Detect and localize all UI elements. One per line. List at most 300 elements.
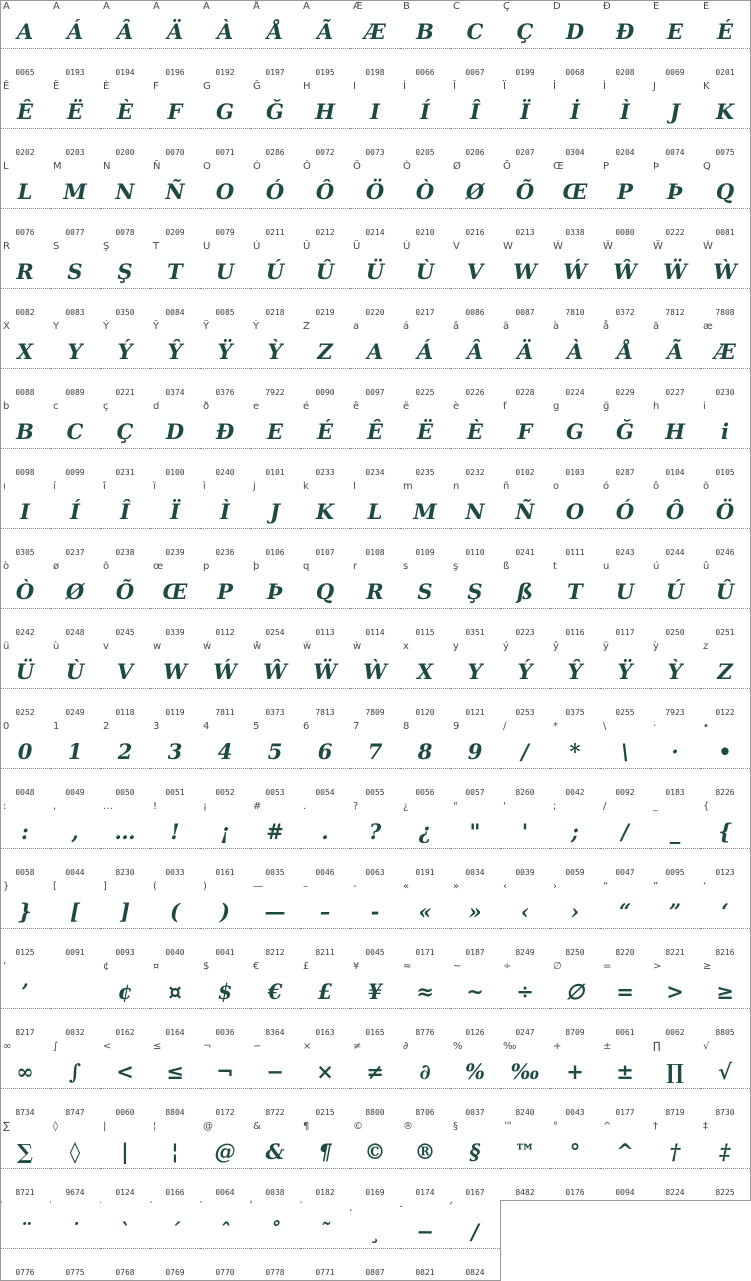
- glyph-sample: 3: [167, 739, 183, 764]
- glyph-cell: [250, 480, 301, 561]
- glyph-sample: ‘: [721, 899, 729, 924]
- glyph-label: Ý: [103, 321, 110, 332]
- glyph-label: =: [603, 961, 612, 972]
- glyph-code: 0373: [265, 708, 285, 717]
- glyph-label: (: [153, 881, 157, 892]
- baseline-guide: [700, 1008, 750, 1009]
- glyph-label: ∏: [653, 1041, 661, 1052]
- glyph-sample: ©: [364, 1139, 386, 1164]
- glyph-cell: [150, 80, 201, 161]
- baseline-guide: [150, 128, 200, 129]
- glyph-cell: [350, 1120, 401, 1201]
- glyph-cell: [200, 720, 251, 801]
- glyph-code: 0191: [415, 868, 435, 877]
- glyph-label: 4: [203, 721, 210, 732]
- glyph-code: 0215: [315, 1108, 335, 1117]
- baseline-guide: [500, 848, 550, 849]
- glyph-sample: $: [217, 979, 233, 1004]
- glyph-sample: ˜: [319, 1219, 331, 1244]
- glyph-code: 0105: [715, 468, 735, 477]
- baseline-guide: [300, 128, 350, 129]
- glyph-code: 8721: [15, 1188, 35, 1197]
- glyph-sample: 1: [67, 739, 83, 764]
- glyph-sample: ]: [120, 899, 130, 924]
- glyph-code: 0073: [365, 148, 385, 157]
- glyph-code: 0211: [265, 228, 285, 237]
- glyph-code: 0044: [65, 868, 85, 877]
- glyph-sample: Ẁ: [713, 259, 737, 284]
- glyph-code: 0102: [515, 468, 535, 477]
- baseline-guide: [350, 288, 400, 289]
- glyph-cell: [200, 320, 251, 401]
- glyph-label: l: [353, 481, 356, 492]
- glyph-label: Ẃ: [553, 241, 563, 252]
- glyph-code: 0161: [215, 868, 235, 877]
- glyph-cell: [600, 560, 651, 641]
- glyph-code: 0187: [465, 948, 485, 957]
- glyph-sample: È: [466, 419, 483, 444]
- glyph-sample: @: [214, 1139, 236, 1164]
- glyph-sample: L: [367, 499, 383, 524]
- baseline-guide: [0, 448, 50, 449]
- glyph-label: ỳ: [653, 641, 659, 652]
- baseline-guide: [500, 48, 550, 49]
- glyph-sample: ): [220, 899, 230, 924]
- glyph-label: ó: [603, 481, 610, 492]
- baseline-guide: [0, 928, 50, 929]
- glyph-label: É: [703, 1, 710, 12]
- glyph-cell: [500, 320, 551, 401]
- glyph-label: İ: [553, 81, 556, 92]
- glyph-sample: Å: [266, 19, 284, 44]
- glyph-code: 0821: [415, 1268, 435, 1277]
- glyph-sample: /: [521, 739, 529, 764]
- baseline-guide: [650, 288, 700, 289]
- glyph-cell: [700, 880, 751, 961]
- baseline-guide: [50, 928, 100, 929]
- glyph-label: ã: [653, 321, 660, 332]
- glyph-sample: }: [18, 899, 32, 924]
- glyph-sample: Ğ: [616, 419, 634, 444]
- glyph-cell: [400, 1040, 451, 1121]
- glyph-cell: [0, 240, 51, 321]
- baseline-guide: [350, 928, 400, 929]
- glyph-code: 0033: [165, 868, 185, 877]
- glyph-code: 0045: [365, 948, 385, 957]
- glyph-sample: Ỳ: [667, 659, 683, 684]
- glyph-sample: ¤: [168, 979, 182, 1004]
- glyph-sample: Â: [116, 19, 134, 44]
- glyph-sample: Â: [466, 339, 484, 364]
- baseline-guide: [450, 848, 500, 849]
- glyph-code: 0241: [515, 548, 535, 557]
- glyph-cell: [200, 880, 251, 961]
- glyph-cell: [100, 320, 151, 401]
- glyph-cell: [300, 1200, 351, 1281]
- glyph-sample: ‡: [719, 1139, 731, 1164]
- glyph-label: r: [353, 561, 358, 572]
- glyph-cell: [450, 960, 501, 1041]
- glyph-code: 0087: [515, 308, 535, 317]
- glyph-code: 0069: [665, 68, 685, 77]
- glyph-label: s: [403, 561, 409, 572]
- glyph-code: 0052: [215, 788, 235, 797]
- baseline-guide: [0, 1248, 50, 1249]
- baseline-guide: [300, 288, 350, 289]
- glyph-sample: Þ: [267, 579, 283, 604]
- baseline-guide: [200, 928, 250, 929]
- glyph-sample: Û: [715, 579, 735, 604]
- glyph-code: 8220: [615, 948, 635, 957]
- baseline-guide: [250, 288, 300, 289]
- glyph-label: c: [53, 401, 59, 412]
- glyph-label: ı: [3, 481, 6, 492]
- glyph-code: 0227: [665, 388, 685, 397]
- glyph-cell: [250, 80, 301, 161]
- glyph-code: 0225: [415, 388, 435, 397]
- baseline-guide: [600, 128, 650, 129]
- glyph-cell: [0, 160, 51, 241]
- glyph-cell: [450, 720, 501, 801]
- baseline-guide: [300, 1088, 350, 1089]
- glyph-cell: [450, 320, 501, 401]
- glyph-code: 0039: [515, 868, 535, 877]
- baseline-guide: [700, 448, 750, 449]
- glyph-code: 0119: [165, 708, 185, 717]
- glyph-code: 0099: [65, 468, 85, 477]
- glyph-cell: [600, 160, 651, 241]
- glyph-cell: [650, 0, 701, 81]
- baseline-guide: [0, 128, 50, 129]
- glyph-label: Ë: [53, 81, 60, 92]
- glyph-cell: [100, 160, 151, 241]
- glyph-code: 0093: [115, 948, 135, 957]
- glyph-sample: 5: [267, 739, 283, 764]
- glyph-sample: C: [466, 19, 484, 44]
- glyph-label: Ê: [3, 81, 10, 92]
- baseline-guide: [350, 128, 400, 129]
- baseline-guide: [100, 448, 150, 449]
- baseline-guide: [600, 208, 650, 209]
- glyph-code: 0224: [565, 388, 585, 397]
- glyph-sample: †: [669, 1139, 681, 1164]
- glyph-sample: ¥: [367, 979, 383, 1004]
- glyph-code: 0057: [465, 788, 485, 797]
- baseline-guide: [100, 688, 150, 689]
- glyph-cell: [0, 400, 51, 481]
- baseline-guide: [600, 608, 650, 609]
- glyph-cell: [600, 880, 651, 961]
- glyph-code: 0202: [15, 148, 35, 157]
- baseline-guide: [700, 288, 750, 289]
- glyph-sample: N: [115, 179, 135, 204]
- glyph-code: 0245: [115, 628, 135, 637]
- glyph-cell: [700, 560, 751, 641]
- glyph-sample: Œ: [562, 179, 588, 204]
- glyph-code: 0192: [215, 68, 235, 77]
- glyph-code: 0216: [465, 228, 485, 237]
- glyph-sample: I: [370, 99, 380, 124]
- glyph-sample: ∏: [666, 1059, 684, 1084]
- baseline-guide: [350, 1008, 400, 1009]
- glyph-label: Ä: [153, 1, 160, 12]
- glyph-label: Q: [703, 161, 711, 172]
- glyph-cell: [50, 400, 101, 481]
- glyph-label: Ỳ: [253, 321, 260, 332]
- glyph-label: b: [3, 401, 10, 412]
- glyph-sample: {: [718, 819, 732, 844]
- glyph-code: 0198: [365, 68, 385, 77]
- glyph-sample: Ë: [66, 99, 83, 124]
- glyph-sample: ≥: [716, 979, 734, 1004]
- glyph-code: 0079: [215, 228, 235, 237]
- glyph-code: 0203: [65, 148, 85, 157]
- glyph-code: 0112: [215, 628, 235, 637]
- glyph-code: 0038: [265, 1188, 285, 1197]
- glyph-code: 0234: [365, 468, 385, 477]
- glyph-cell: [150, 0, 201, 81]
- glyph-cell: [500, 160, 551, 241]
- glyph-sample: Õ: [115, 579, 135, 604]
- glyph-cell: [500, 800, 551, 881]
- glyph-sample: T: [167, 259, 183, 284]
- glyph-label: ∑: [3, 1121, 10, 1132]
- glyph-sample: <: [116, 1059, 134, 1084]
- glyph-sample: A: [16, 19, 34, 44]
- glyph-cell: [600, 1120, 651, 1201]
- glyph-code: 0220: [365, 308, 385, 317]
- glyph-sample: ∑: [17, 1139, 33, 1164]
- glyph-label: }: [3, 881, 10, 892]
- glyph-code: 0212: [315, 228, 335, 237]
- glyph-code: 0047: [615, 868, 635, 877]
- baseline-guide: [650, 368, 700, 369]
- glyph-label: U: [203, 241, 211, 252]
- baseline-guide: [550, 608, 600, 609]
- glyph-code: 8706: [415, 1108, 435, 1117]
- baseline-guide: [300, 688, 350, 689]
- baseline-guide: [650, 1088, 700, 1089]
- glyph-label: ¬: [203, 1041, 212, 1052]
- glyph-code: 0060: [115, 1108, 135, 1117]
- glyph-label: Œ: [553, 161, 564, 172]
- glyph-code: 0048: [15, 788, 35, 797]
- glyph-sample: Ì: [620, 99, 630, 124]
- glyph-code: 0251: [715, 628, 735, 637]
- baseline-guide: [200, 288, 250, 289]
- baseline-guide: [400, 528, 450, 529]
- glyph-cell: [350, 1040, 401, 1121]
- glyph-sample: ¬: [216, 1059, 234, 1084]
- glyph-cell: [450, 160, 501, 241]
- glyph-sample: #: [266, 819, 284, 844]
- glyph-cell: [450, 80, 501, 161]
- baseline-guide: [550, 768, 600, 769]
- baseline-guide: [0, 768, 50, 769]
- glyph-label: †: [653, 1121, 658, 1132]
- baseline-guide: [150, 368, 200, 369]
- glyph-code: 8719: [665, 1108, 685, 1117]
- glyph-code: 0066: [415, 68, 435, 77]
- glyph-code: 0032: [65, 1028, 85, 1037]
- glyph-cell: [50, 1040, 101, 1121]
- glyph-cell: [650, 1120, 701, 1201]
- baseline-guide: [700, 208, 750, 209]
- glyph-label: °: [553, 1121, 558, 1132]
- baseline-guide: [700, 528, 750, 529]
- glyph-sample: 9: [467, 739, 483, 764]
- glyph-sample: G: [566, 419, 584, 444]
- glyph-code: 0374: [165, 388, 185, 397]
- glyph-sample: Ý: [517, 659, 533, 684]
- glyph-cell: [650, 640, 701, 721]
- baseline-guide: [50, 1088, 100, 1089]
- glyph-cell: [150, 240, 201, 321]
- baseline-guide: [650, 448, 700, 449]
- glyph-sample: |: [121, 1139, 129, 1164]
- glyph-cell: [550, 880, 601, 961]
- glyph-label: ù: [53, 641, 60, 652]
- glyph-label: ë: [403, 401, 410, 412]
- glyph-label: K: [703, 81, 710, 92]
- glyph-sample: Í: [70, 499, 80, 524]
- glyph-label: R: [3, 241, 10, 252]
- glyph-label: ¶: [303, 1121, 310, 1132]
- glyph-cell: [600, 80, 651, 161]
- baseline-guide: [250, 688, 300, 689]
- baseline-guide: [350, 1168, 400, 1169]
- baseline-guide: [600, 1008, 650, 1009]
- glyph-cell: [100, 80, 151, 161]
- glyph-sample: /: [621, 819, 629, 844]
- glyph-cell: [0, 880, 51, 961]
- glyph-sample: Î: [120, 499, 130, 524]
- glyph-cell: [700, 80, 751, 161]
- glyph-sample: U: [615, 579, 635, 604]
- glyph-label: ·: [653, 721, 657, 732]
- glyph-cell: [300, 800, 351, 881]
- glyph-code: 0162: [115, 1028, 135, 1037]
- glyph-label: Ö: [353, 161, 361, 172]
- glyph-code: 0244: [665, 548, 685, 557]
- baseline-guide: [400, 208, 450, 209]
- glyph-cell: [150, 880, 201, 961]
- baseline-guide: [100, 768, 150, 769]
- baseline-guide: [450, 688, 500, 689]
- baseline-guide: [250, 1248, 300, 1249]
- baseline-guide: [0, 1008, 50, 1009]
- glyph-sample: ◊: [69, 1139, 81, 1164]
- baseline-guide: [250, 1168, 300, 1169]
- glyph-cell: [650, 160, 701, 241]
- baseline-guide: [50, 208, 100, 209]
- baseline-guide: [450, 1008, 500, 1009]
- glyph-cell: [200, 640, 251, 721]
- glyph-code: 0120: [415, 708, 435, 717]
- glyph-cell: [300, 400, 351, 481]
- baseline-guide: [50, 368, 100, 369]
- glyph-code: 0236: [215, 548, 235, 557]
- baseline-guide: [550, 1168, 600, 1169]
- baseline-guide: [0, 608, 50, 609]
- glyph-cell: [100, 800, 151, 881]
- baseline-guide: [600, 1088, 650, 1089]
- glyph-code: 0246: [715, 548, 735, 557]
- glyph-sample: ': [521, 819, 529, 844]
- baseline-guide: [250, 528, 300, 529]
- glyph-sample: V: [466, 259, 484, 284]
- glyph-cell: [650, 320, 701, 401]
- glyph-label: ŷ: [553, 641, 559, 652]
- glyph-cell: [350, 400, 401, 481]
- glyph-label: ŵ: [253, 641, 262, 652]
- glyph-cell: [600, 400, 651, 481]
- glyph-label: ì: [203, 481, 206, 492]
- baseline-guide: [400, 768, 450, 769]
- baseline-guide: [600, 48, 650, 49]
- glyph-cell: [450, 480, 501, 561]
- glyph-cell: [700, 960, 751, 1041]
- glyph-cell: [150, 400, 201, 481]
- glyph-cell: [350, 240, 401, 321]
- glyph-label: ¦: [153, 1121, 157, 1132]
- glyph-code: 7811: [215, 708, 235, 717]
- glyph-label: ò: [3, 561, 10, 572]
- glyph-code: 0083: [65, 308, 85, 317]
- glyph-code: 0221: [115, 388, 135, 397]
- baseline-guide: [400, 1168, 450, 1169]
- glyph-sample: ’: [21, 979, 29, 1004]
- baseline-guide: [100, 1008, 150, 1009]
- glyph-code: 0108: [365, 548, 385, 557]
- glyph-cell: [350, 880, 401, 961]
- glyph-code: 7922: [265, 388, 285, 397]
- glyph-sample: Z: [317, 339, 333, 364]
- glyph-code: 0174: [415, 1188, 435, 1197]
- glyph-code: 8225: [715, 1188, 735, 1197]
- glyph-sample: …: [114, 819, 136, 844]
- glyph-label: ÷: [503, 961, 512, 972]
- baseline-guide: [600, 1168, 650, 1169]
- glyph-label: u: [603, 561, 610, 572]
- glyph-label: e: [253, 401, 260, 412]
- glyph-label: E: [653, 1, 660, 12]
- glyph-cell: [50, 1200, 101, 1281]
- glyph-cell: [600, 240, 651, 321]
- baseline-guide: [350, 368, 400, 369]
- glyph-label: *: [553, 721, 558, 732]
- baseline-guide: [700, 768, 750, 769]
- glyph-cell: [650, 960, 701, 1041]
- glyph-cell: [150, 720, 201, 801]
- glyph-code: 0807: [365, 1268, 385, 1277]
- glyph-code: 0204: [615, 148, 635, 157]
- glyph-code: 0776: [15, 1268, 35, 1277]
- glyph-label: ğ: [603, 401, 610, 412]
- baseline-guide: [200, 528, 250, 529]
- glyph-cell: [350, 960, 401, 1041]
- glyph-sample: Ä: [166, 19, 184, 44]
- glyph-sample: [: [70, 899, 80, 924]
- glyph-sample: Á: [66, 19, 84, 44]
- glyph-code: 0054: [315, 788, 335, 797]
- glyph-code: 0217: [415, 308, 435, 317]
- glyph-code: 0177: [615, 1108, 635, 1117]
- glyph-code: 0058: [15, 868, 35, 877]
- glyph-sample: ¨: [19, 1219, 31, 1244]
- baseline-guide: [100, 288, 150, 289]
- glyph-cell: [250, 1200, 301, 1281]
